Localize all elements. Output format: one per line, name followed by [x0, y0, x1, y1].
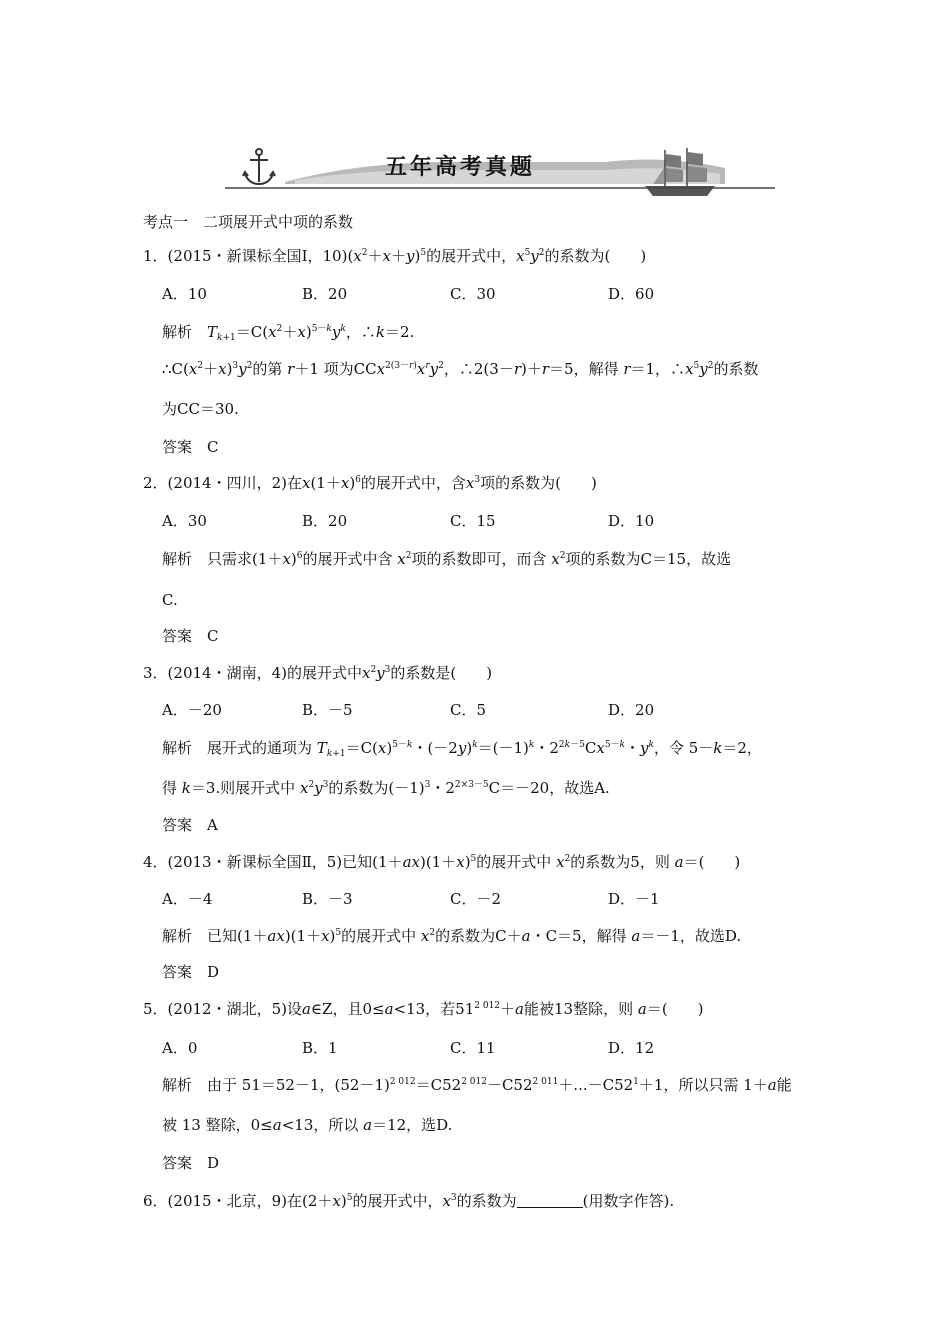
question-5-option-b: B．1 — [302, 1039, 338, 1057]
question-3-option-d: D．20 — [608, 701, 655, 719]
anchor-icon — [243, 149, 275, 184]
question-2-analysis: 解析 只需求$(1+x)^6$的展开式中含 $x^2$项的系数即可，而含 $x^2$项的系数为C＝15，故选 — [162, 550, 732, 568]
question-3-stem: 3．(2014・湖南，4)的展开式中$x^2y^3$的系数是( ) — [143, 664, 493, 682]
question-2-answer: 答案 C — [162, 627, 219, 645]
question-1-answer: 答案 C — [162, 438, 219, 456]
question-2-analysis-2: C. — [162, 591, 178, 609]
question-5-option-a: A．0 — [162, 1039, 198, 1057]
question-6-stem: 6．(2015・北京，9)在$(2+x)^5$的展开式中，$x^3$的系数为 (用数字作答). — [143, 1192, 675, 1210]
question-5-analysis: 解析 由于 51＝52－1，$(52-1)^{2 012}=C52^{2 012}-C52^{2 011}+...-C52^1+1$，所以只需 1＋a能 — [162, 1076, 792, 1094]
question-5-option-d: D．12 — [608, 1039, 655, 1057]
page-title: 五年高考真题 — [384, 155, 535, 180]
question-4-option-d: D．－1 — [608, 890, 660, 908]
question-2-option-b: B．20 — [302, 512, 348, 530]
question-2-option-c: C．15 — [450, 512, 496, 530]
question-1-stem: 1．(2015・新课标全国Ⅰ，$10)(x^2+x+y)^5$的展开式中，$x^5y^2$的系数为( ) — [143, 247, 647, 265]
question-2-option-d: D．10 — [608, 512, 655, 530]
question-3-answer: 答案 A — [162, 816, 218, 834]
answer-blank[interactable] — [517, 1193, 583, 1208]
question-3-option-c: C．5 — [450, 701, 487, 719]
question-5-answer: 答案 D — [162, 1154, 220, 1172]
question-4-option-c: C．－2 — [450, 890, 502, 908]
question-3-analysis-2: 得 k＝3.则展开式中 $x^2y^3$的系数为$(-1)^3$・$2^{2\times 3-5}C=-20$，故选A. — [162, 779, 610, 797]
question-1-option-b: B．20 — [302, 285, 348, 303]
question-4-stem: 4．(2013・新课标全国Ⅱ，5)已知$(1+ax)(1+x)^5$的展开式中 $x^2$的系数为5，则 a＝( ) — [143, 853, 741, 871]
section-title: 考点一 二项展开式中项的系数 — [143, 213, 354, 231]
question-4-option-b: B．－3 — [302, 890, 353, 908]
question-5-analysis-2: 被 13 整除，0≤a<13，所以 a＝12，选D. — [162, 1116, 453, 1134]
question-3-option-a: A．－20 — [162, 701, 222, 719]
question-3-option-b: B．－5 — [302, 701, 353, 719]
question-1-analysis-2: $\therefore C(x^2+x)^3y^2$的第 r＋1 项为$CCx^{2(3-r)}x^ry^2$，∴2(3－r)＋r＝5，解得 r＝1，$\therefore x^5y^2$的系数 — [162, 360, 759, 378]
question-5-stem: 5．(2012・湖北，5)设a∈Z，且0≤a<13，若$51^{2 012}+a$能被13整除，则 a＝( ) — [143, 1000, 704, 1018]
question-5-option-c: C．11 — [450, 1039, 496, 1057]
question-1-analysis-3: 为CC＝30. — [162, 400, 239, 418]
question-1-option-c: C．30 — [450, 285, 496, 303]
question-2-option-a: A．30 — [162, 512, 207, 530]
question-2-stem: 2．(2014・四川，2)在$x(1+x)^6$的展开式中，含$x^3$项的系数为( ) — [143, 474, 597, 492]
question-4-answer: 答案 D — [162, 963, 220, 981]
question-4-analysis: 解析 已知$(1+ax)(1+x)^5$的展开式中 $x^2$的系数为C＋a・C＝5，解得 a＝－1，故选D. — [162, 927, 742, 945]
question-3-analysis: 解析 展开式的通项为 $T_{k+1}=C(x)^{5-k}$・$(-2y)^k=(-1)^k$・$2^{2k-5}Cx^{5-k}$・$y^k$，令 5－k＝2， — [162, 739, 762, 759]
question-4-option-a: A．－4 — [162, 890, 213, 908]
question-1-analysis: 解析 $T_{k+1}=C(x^2+x)^{5-k}y^k$，∴k＝2. — [162, 323, 415, 343]
question-1-option-d: D．60 — [608, 285, 655, 303]
question-1-option-a: A．10 — [162, 285, 207, 303]
